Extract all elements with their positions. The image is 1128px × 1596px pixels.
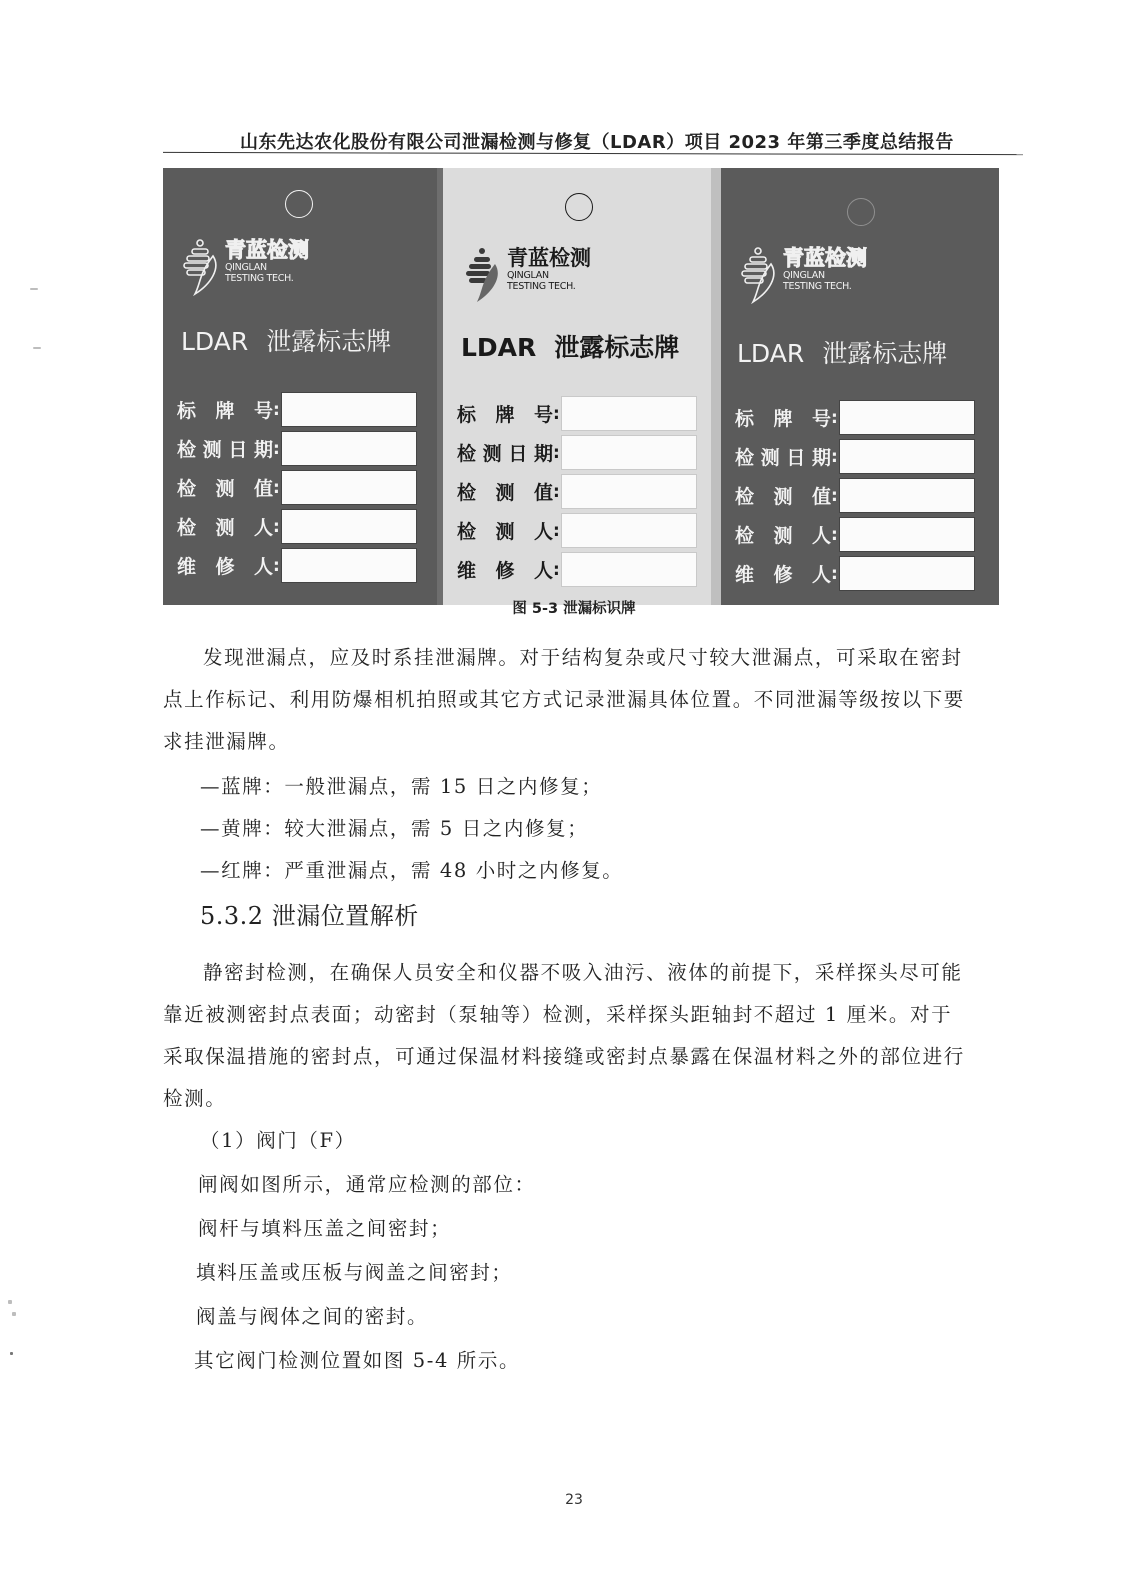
field-colon: : [273, 516, 280, 537]
valve-line: 闸阀如图所示，通常应检测的部位： [198, 1173, 536, 1196]
field-colon: : [273, 438, 280, 459]
field-colon: : [553, 520, 560, 541]
field-colon: : [831, 407, 838, 428]
report-title: 山东先达农化股份有限公司泄漏检测与修复（LDAR）项目 2023 年第三季度总结报告 [240, 132, 954, 153]
leak-tag-figure [163, 168, 999, 605]
qinglan-logo [181, 238, 309, 296]
scan-speck [10, 1352, 13, 1355]
field-box [839, 439, 975, 474]
field-label: 维 修 人 [735, 564, 831, 586]
tag-title-prefix: LDAR [737, 339, 805, 368]
field-row [457, 550, 697, 589]
field-row [457, 433, 697, 472]
field-label: 检 测 值 [735, 486, 831, 508]
tag-fields [735, 398, 975, 593]
paragraph-leak-location: 静密封检测，在确保人员安全和仪器不吸入油污、液体的前提下，采样探头尽可能靠近被测密封点表面；动密封（泵轴等）检测，采样探头距轴封不超过 1 厘米。对于采取保温措施的密封点，可通过保温材料接缝或密封点暴露在保温材料之外的部位进行检测。 [163, 961, 965, 1110]
field-colon: : [553, 559, 560, 580]
hang-hole-icon [285, 190, 313, 218]
field-box [839, 478, 975, 513]
field-row [735, 398, 975, 437]
hang-hole-icon [565, 193, 593, 221]
field-label: 维 修 人 [457, 560, 553, 582]
section-heading: 5.3.2 泄漏位置解析 [200, 902, 419, 930]
field-label: 检 测 人 [457, 521, 553, 543]
qinglan-logo [739, 246, 867, 304]
scan-speck [8, 1300, 12, 1304]
field-box [561, 513, 697, 548]
tag-fields [177, 390, 417, 585]
level-yellow: —黄牌：较大泄漏点，需 5 日之内修复； [200, 817, 589, 840]
field-colon: : [553, 481, 560, 502]
scan-speck [12, 1312, 16, 1316]
field-colon: : [273, 555, 280, 576]
valve-line: 阀杆与填料压盖之间密封； [198, 1217, 452, 1240]
paragraph-leak-tag-rules: 发现泄漏点，应及时系挂泄漏牌。对于结构复杂或尺寸较大泄漏点，可采取在密封点上作标记、利用防爆相机拍照或其它方式记录泄漏具体位置。不同泄漏等级按以下要求挂泄漏牌。 [163, 646, 965, 753]
field-row [735, 437, 975, 476]
field-colon: : [831, 446, 838, 467]
field-row [457, 472, 697, 511]
field-row [457, 511, 697, 550]
field-colon: : [831, 563, 838, 584]
field-row [457, 394, 697, 433]
field-row [735, 476, 975, 515]
tag-title-text: 泄露标志牌 [822, 339, 948, 368]
scan-speck [30, 288, 38, 290]
field-row [735, 554, 975, 593]
hang-hole-icon [847, 198, 875, 226]
tag-title [461, 328, 679, 364]
field-label: 维 修 人 [177, 556, 273, 578]
field-box [281, 509, 417, 544]
field-colon: : [831, 485, 838, 506]
field-label: 标 牌 号 [735, 408, 831, 430]
field-row [177, 546, 417, 585]
field-row [177, 468, 417, 507]
scan-speck [33, 347, 41, 349]
field-label: 标 牌 号 [457, 404, 553, 426]
tag-title [181, 322, 391, 358]
logo-name-cn: 青蓝检测 [225, 238, 309, 262]
field-box [561, 396, 697, 431]
level-red: —红牌：严重泄漏点，需 48 小时之内修复。 [200, 859, 624, 882]
field-box [839, 400, 975, 435]
logo-name-en: QINGLAN [783, 270, 825, 281]
logo-name-cn: 青蓝检测 [507, 246, 591, 270]
tag-title-text: 泄露标志牌 [266, 327, 392, 356]
logo-name-en-2: TESTING TECH. [507, 281, 576, 292]
field-box [561, 474, 697, 509]
qinglan-logo-icon [739, 246, 777, 304]
figure-caption: 图 5-3 泄漏标识牌 [512, 601, 636, 617]
tag-fields [457, 394, 697, 589]
field-box [839, 517, 975, 552]
valve-line: 其它阀门检测位置如图 5-4 所示。 [194, 1349, 521, 1372]
field-label: 检 测 值 [177, 478, 273, 500]
logo-name-en-2: TESTING TECH. [225, 273, 294, 284]
qinglan-logo-icon [463, 246, 501, 304]
leak-tag-dark-right [711, 168, 999, 605]
field-row [735, 515, 975, 554]
level-blue: —蓝牌：一般泄漏点，需 15 日之内修复； [200, 775, 603, 798]
valve-line: 填料压盖或压板与阀盖之间密封； [196, 1261, 513, 1284]
field-box [281, 548, 417, 583]
field-colon: : [273, 399, 280, 420]
field-label: 检 测 人 [177, 517, 273, 539]
qinglan-logo-icon [181, 238, 219, 296]
field-label: 检测日期 [457, 443, 553, 465]
tag-title-prefix: LDAR [461, 333, 537, 362]
field-colon: : [553, 403, 560, 424]
logo-name-cn: 青蓝检测 [783, 246, 867, 270]
field-colon: : [831, 524, 838, 545]
tag-title [737, 334, 947, 370]
field-row [177, 429, 417, 468]
field-row [177, 507, 417, 546]
leak-tag-light-middle [437, 168, 711, 605]
field-colon: : [273, 477, 280, 498]
logo-name-en: QINGLAN [507, 270, 549, 281]
field-label: 检测日期 [177, 439, 273, 461]
field-label: 检测日期 [735, 447, 831, 469]
field-label: 检 测 值 [457, 482, 553, 504]
field-box [839, 556, 975, 591]
tag-title-prefix: LDAR [181, 327, 249, 356]
field-colon: : [553, 442, 560, 463]
field-box [281, 392, 417, 427]
logo-name-en: QINGLAN [225, 262, 267, 273]
field-label: 检 测 人 [735, 525, 831, 547]
subheading-valve: （1）阀门（F） [200, 1129, 356, 1152]
field-box [281, 470, 417, 505]
leak-tag-dark-left [163, 168, 437, 605]
tag-title-text: 泄露标志牌 [554, 333, 680, 362]
field-box [561, 552, 697, 587]
field-row [177, 390, 417, 429]
field-box [281, 431, 417, 466]
qinglan-logo [463, 246, 591, 304]
field-box [561, 435, 697, 470]
valve-line: 阀盖与阀体之间的密封。 [196, 1305, 429, 1328]
logo-name-en-2: TESTING TECH. [783, 281, 852, 292]
field-label: 标 牌 号 [177, 400, 273, 422]
page-number: 23 [565, 1492, 583, 1508]
